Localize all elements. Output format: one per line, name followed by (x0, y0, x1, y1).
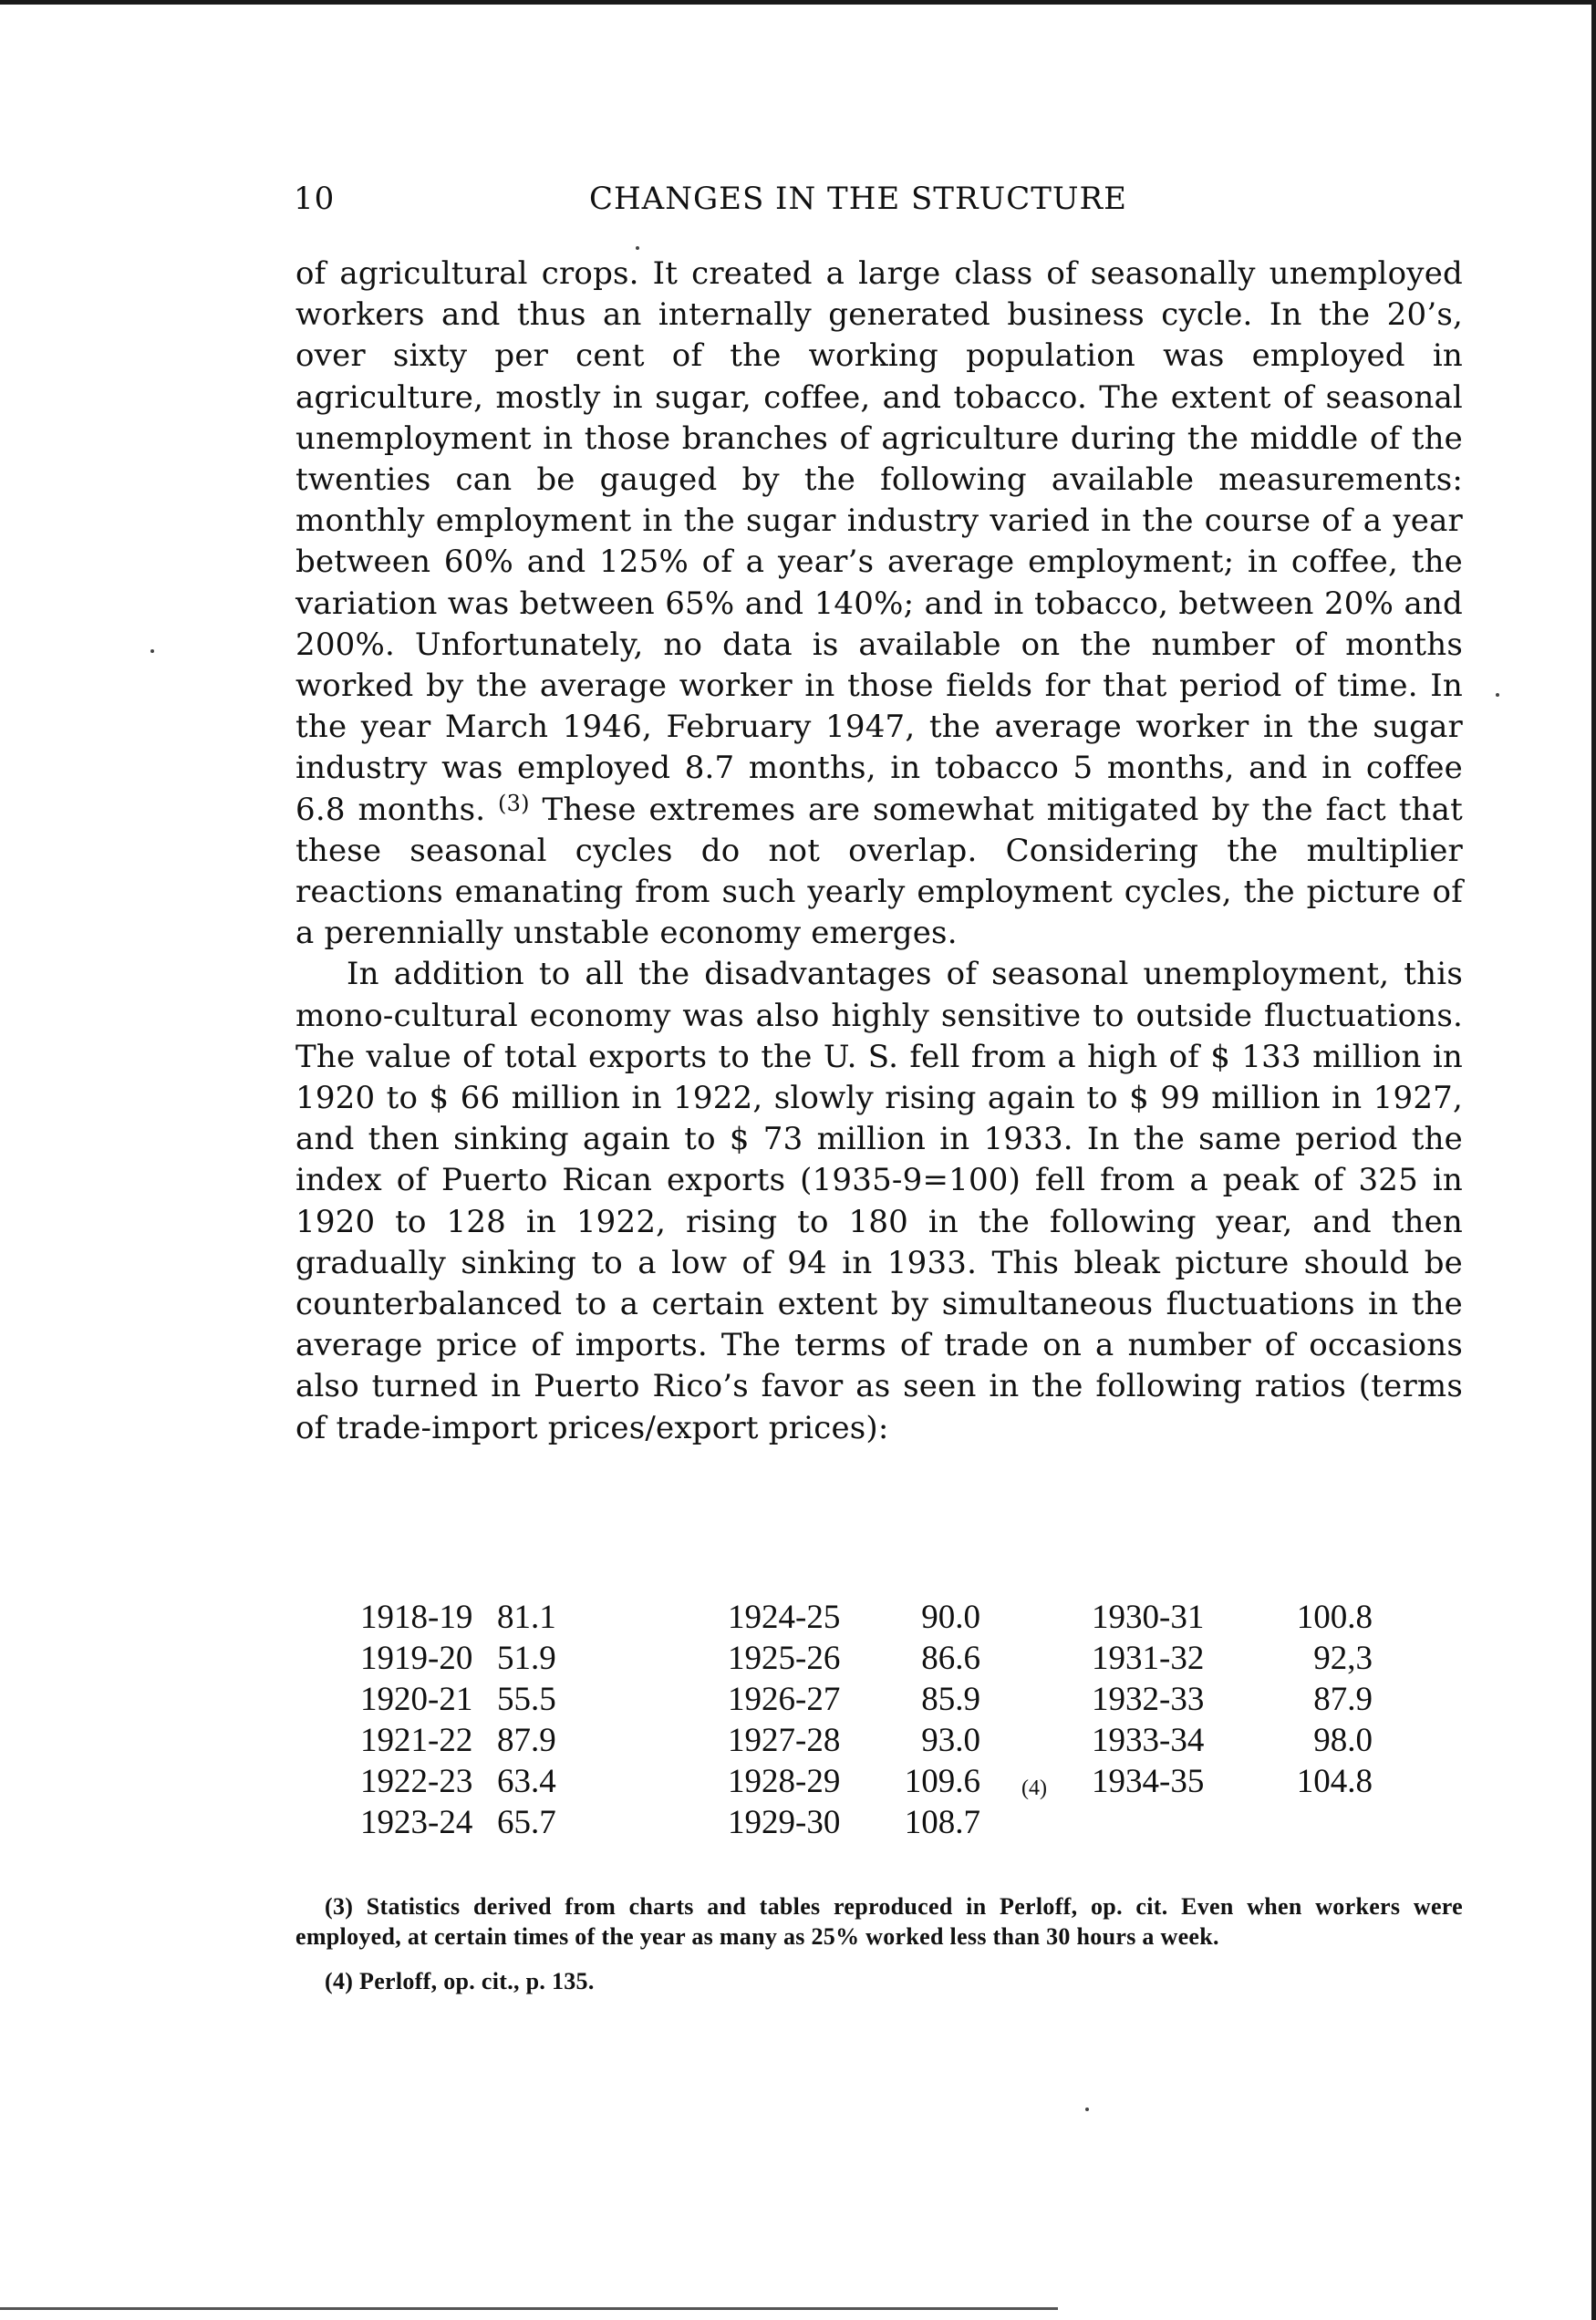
period-cell: 1922-23 (360, 1763, 473, 1800)
scan-speck (1496, 693, 1499, 697)
period-cell: 1932-33 (1092, 1681, 1205, 1718)
period-cell: 1931-32 (1092, 1640, 1205, 1677)
scan-speck (150, 649, 154, 653)
terms-of-trade-table (360, 1598, 1473, 1844)
ratio-cell: 108.7 (904, 1804, 980, 1841)
right-edge-rule (1591, 0, 1596, 2320)
period-cell: 1927-28 (728, 1722, 841, 1759)
scan-speck (636, 246, 639, 250)
table-footnote-mark-4: (4) (1021, 1776, 1047, 1800)
footnotes (295, 1891, 1463, 2011)
ratio-cell: 85.9 (921, 1681, 980, 1718)
period-cell: 1918-19 (360, 1599, 473, 1636)
footnote-mark-3: (3) (498, 790, 530, 816)
paragraph-1 (295, 254, 1463, 954)
table-row (360, 1721, 1473, 1762)
ratio-cell: 87.9 (1313, 1681, 1373, 1718)
period-cell: 1920-21 (360, 1681, 473, 1718)
ratio-cell: 55.5 (497, 1681, 556, 1718)
ratio-cell: 81.1 (497, 1599, 556, 1636)
ratio-cell: 65.7 (497, 1804, 556, 1841)
table-row (360, 1639, 1473, 1680)
scan-speck (1085, 2108, 1089, 2111)
period-cell: 1919-20 (360, 1640, 473, 1677)
ratio-cell: 104.8 (1296, 1763, 1373, 1800)
ratio-cell: 51.9 (497, 1640, 556, 1677)
ratio-cell: 98.0 (1313, 1722, 1373, 1759)
period-cell: 1929-30 (728, 1804, 841, 1841)
table-row (360, 1598, 1473, 1639)
period-cell: 1923-24 (360, 1804, 473, 1841)
bottom-edge-rule (0, 2307, 1058, 2310)
page-number: 10 (294, 181, 336, 217)
top-edge-rule (0, 0, 1596, 5)
running-title: CHANGES IN THE STRUCTURE (589, 181, 1127, 217)
ratio-cell: 86.6 (921, 1640, 980, 1677)
period-cell: 1928-29 (728, 1763, 841, 1800)
period-cell: 1933-34 (1092, 1722, 1205, 1759)
ratio-cell: 87.9 (497, 1722, 556, 1759)
paragraph-2: In addition to all the disadvantages of seasonal unemployment, this mono-cultural economy was also highly sensitive to outside fluctuations. The value of total exports to the U. S. fell from a high of $ 133 million in 1920 to $ 66 million in 1922, slowly rising again to $ 99 million in 1927, and then sinking again to $ 73 million in 1933. In the same period the index of Puerto Rican exports (1935-9=100) fell from a peak of 325 in 1920 to 128 in 1922, rising to 180 in the following year, and then gradually sinking to a low of 94 in 1933. This bleak picture should be counterbalanced to a certain extent by simultaneous fluctuations in the average price of imports. The terms of trade on a number of occasions also turned in Puerto Rico’s favor as seen in the following ratios (terms of trade-import prices/export prices): (295, 956, 1463, 1446)
table-row (360, 1680, 1473, 1721)
ratio-cell: 63.4 (497, 1763, 556, 1800)
paragraph-1-text-part-2: These extremes are somewhat mitigated by the fact that these seasonal cycles do not overlap. Considering the multiplier reactions emanating from such yearly employment cycles, the picture of a perennially unstable economy emerges. (295, 791, 1463, 952)
paragraph-1-text-part-1: of agricultural crops. It created a large class of seasonally unemployed workers and thus an internally generated business cycle. In the 20’s, over sixty per cent of the working population was employed in agriculture, mostly in sugar, coffee, and tobacco. The extent of seasonal unemployment in those branches of agriculture during the middle of the twenties can be gauged by the following available measurements: monthly employment in the sugar industry varied in the course of a year between 60% and 125% of a year’s average employment; in coffee, the variation was between 65% and 140%; and in tobacco, between 20% and 200%. Unfortunately, no data is available on the number of months worked by the average worker in those fields for that period of time. In the year March 1946, February 1947, the average worker in the sugar industry was employed 8.7 months, in tobacco 5 months, and in coffee 6.8 months. (295, 255, 1463, 828)
table-row (360, 1803, 1473, 1844)
ratio-cell: 92,3 (1313, 1640, 1373, 1677)
ratio-cell: 93.0 (921, 1722, 980, 1759)
ratio-cell: 109.6 (904, 1763, 980, 1800)
period-cell: 1934-35 (1092, 1763, 1205, 1800)
body-text (295, 254, 1463, 1449)
period-cell: 1924-25 (728, 1599, 841, 1636)
period-cell: 1921-22 (360, 1722, 473, 1759)
ratio-cell: 100.8 (1296, 1599, 1373, 1636)
period-cell: 1926-27 (728, 1681, 841, 1718)
period-cell: 1930-31 (1092, 1599, 1205, 1636)
period-cell: 1925-26 (728, 1640, 841, 1677)
footnote-3: (3) Statistics derived from charts and tables reproduced in Perloff, op. cit. Even when workers were employed, at certain times of the year as many as 25% worked less than 30 hours a week. (295, 1893, 1463, 1950)
footnote-4: (4) Perloff, op. cit., p. 135. (325, 1968, 595, 1994)
table-row (360, 1762, 1473, 1803)
running-head (294, 181, 1461, 226)
ratio-cell: 90.0 (921, 1599, 980, 1636)
